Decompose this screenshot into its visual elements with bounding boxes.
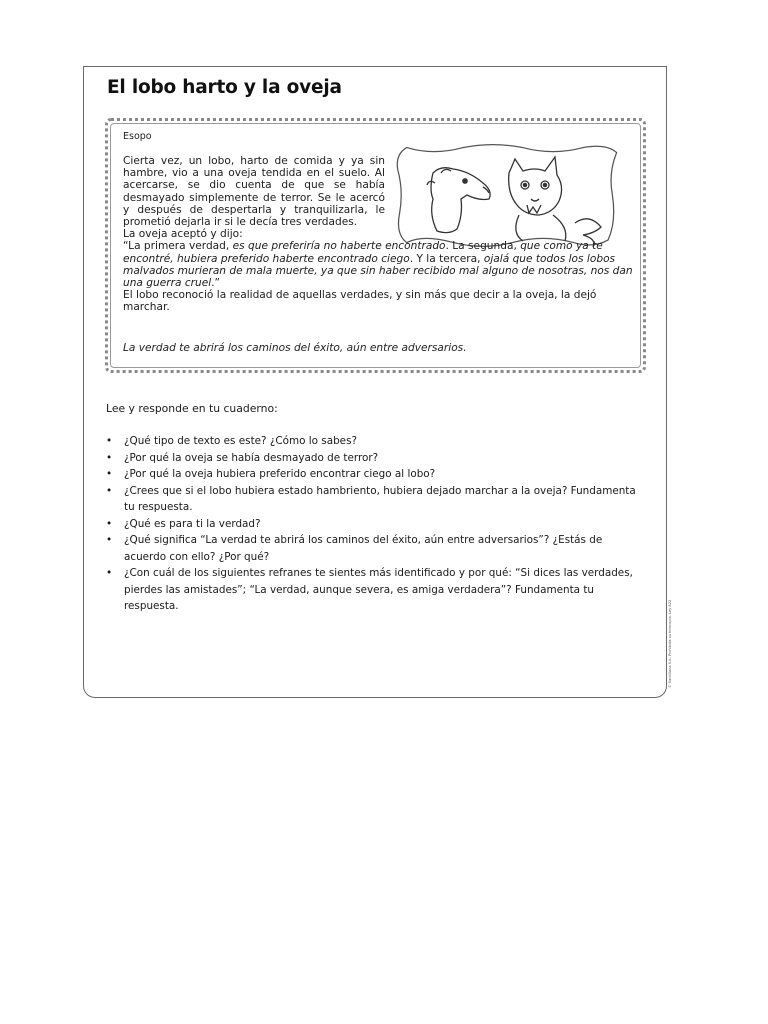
story-box xyxy=(105,118,646,373)
question-item xyxy=(106,433,636,450)
truth-italic: es que preferiría no haberte encontrado xyxy=(232,240,446,253)
truth-text: . La segunda, xyxy=(445,240,521,253)
bullet-icon: • xyxy=(106,435,113,447)
question-text: ¿Por qué la oveja hubiera preferido encontrar ciego al lobo? xyxy=(124,468,436,480)
bullet-icon: • xyxy=(106,567,113,579)
question-item xyxy=(106,565,636,615)
instructions: Lee y responde en tu cuaderno: xyxy=(106,402,278,415)
truth-italic: ojalá que todos los lobos malvados murieran de mala muerte, ya que sin haber recibido mal alguno de nosotras, nos dan una guerra cruel xyxy=(123,252,633,290)
bullet-icon: • xyxy=(106,484,113,497)
question-text: ¿Por qué la oveja se había desmayado de terror? xyxy=(124,451,379,464)
question-text: ¿Con cuál de los siguientes refranes te sientes más identificado y por qué: “Si dices las verdades, pierdes las amistades”; “La verdad, aunque severa, es amiga verdadera”? Fundamenta tu respuesta. xyxy=(124,567,633,612)
story-author: Esopo xyxy=(123,131,152,142)
story-ending: El lobo reconoció la realidad de aquellas verdades, y sin más que decir a la oveja, la dejó marchar. xyxy=(123,289,597,314)
question-text: ¿Qué tipo de texto es este? ¿Cómo lo sabes? xyxy=(124,435,358,447)
truth-text: “La primera verdad, xyxy=(123,240,233,253)
question-item xyxy=(106,483,636,516)
worksheet-page xyxy=(83,66,667,698)
question-text: ¿Qué significa “La verdad te abrirá los caminos del éxito, aún entre adversarios”? ¿Estás de acuerdo con ello? ¿Por qué? xyxy=(124,534,603,563)
bullet-icon: • xyxy=(106,468,113,480)
question-item xyxy=(106,450,636,467)
bullet-icon: • xyxy=(106,517,113,530)
truth-italic: que como ya te encontré, hubiera preferido haberte encontrado ciego xyxy=(123,240,603,265)
story-moral: La verdad te abrirá los caminos del éxito, aún entre adversarios. xyxy=(123,342,467,354)
truth-text: .” xyxy=(211,277,221,290)
question-text: ¿Crees que si el lobo hubiera estado hambriento, hubiera dejado marchar a la oveja? Fundamenta tu respuesta. xyxy=(124,484,636,513)
question-list xyxy=(106,433,636,615)
question-item xyxy=(106,516,636,533)
bullet-icon: • xyxy=(106,534,113,546)
worksheet-title: El lobo harto y la oveja xyxy=(107,77,342,98)
story-text xyxy=(123,155,633,314)
question-text: ¿Qué es para ti la verdad? xyxy=(124,517,261,530)
bullet-icon: • xyxy=(106,451,113,464)
story-truths xyxy=(123,240,633,289)
copyright-side-note xyxy=(668,596,676,688)
story-intro: Cierta vez, un lobo, harto de comida y ya sin hambre, vio a una oveja tendida en el suelo. Al acercarse, se dio cuenta de que se había desmayado simplemente de terror. Se le acercó y después de despertarla y tranquilizarla, le prometió dejarla ir si le decía tres verdades. xyxy=(123,155,385,229)
copyright-text: © Santillana S.A. Prohibida su fotocopia. Ley 822 xyxy=(668,599,672,688)
question-item xyxy=(106,532,636,565)
truth-text: . Y la tercera, xyxy=(409,252,484,265)
question-item xyxy=(106,466,636,483)
story-accepted: La oveja aceptó y dijo: xyxy=(123,228,243,241)
